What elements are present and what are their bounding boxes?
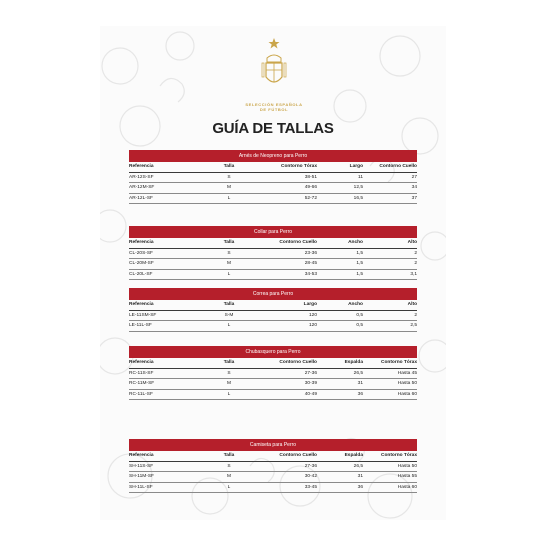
table-cell: 37 [411, 195, 417, 201]
table-row [129, 259, 417, 270]
table-cell: L [227, 195, 231, 201]
table-cell: CL-20S-SF [129, 250, 153, 256]
table-cell: Hasta 45 [397, 370, 417, 376]
table-cell: 30-42 [304, 474, 317, 479]
size-table [129, 288, 417, 332]
table-cell: L [227, 271, 231, 277]
table-header-row [129, 358, 417, 369]
table-cell: 120 [308, 312, 317, 318]
table-cell: RC-11M-SF [129, 381, 155, 386]
table-cell: SH-11S-SF [129, 463, 154, 469]
table-cell: 33-45 [304, 484, 317, 490]
size-table [129, 226, 417, 280]
table-header-row [129, 238, 417, 249]
table-cell: CL-20L-SF [129, 271, 153, 277]
table-cell: 23-36 [304, 250, 317, 256]
table-cell: 1,5 [356, 271, 363, 277]
table-cell: Hasta 50 [397, 381, 417, 386]
table-title-bar: Arnés de Neopreno para Perro [129, 150, 417, 162]
table-cell: 1,5 [356, 250, 363, 256]
table-cell: LE-11L-SF [129, 323, 152, 328]
table-cell: 36 [357, 391, 363, 397]
table-title-bar: Collar para Perro [129, 226, 417, 238]
table-cell: S [227, 463, 231, 469]
table-cell: 36 [357, 484, 363, 490]
table-cell: L [227, 484, 231, 490]
table-cell: 12,5 [353, 185, 363, 190]
table-cell: 26,5 [353, 463, 363, 469]
column-header: Referencia [129, 360, 154, 365]
table-cell: AR-12S-SF [129, 174, 154, 180]
table-cell: 31 [357, 474, 363, 479]
table-cell: 49-66 [304, 185, 317, 190]
size-table [129, 150, 417, 204]
table-cell: 26,5 [353, 370, 363, 376]
table-cell: L [227, 323, 231, 328]
column-header: Ancho [348, 302, 363, 307]
table-cell: 30-39 [304, 381, 317, 386]
table-cell: Hasta 60 [397, 484, 417, 490]
table-cell: 2 [414, 250, 417, 256]
table-cell: 16,5 [353, 195, 363, 201]
table-cell: SH-11L-SF [129, 484, 153, 490]
table-cell: 38-51 [304, 174, 317, 180]
table-cell: 2 [414, 312, 417, 318]
column-header: Ancho [348, 240, 363, 245]
table-title-bar: Chubasquero para Perro [129, 346, 417, 358]
table-cell: S [227, 370, 231, 376]
size-table [129, 439, 417, 493]
table-row [129, 249, 417, 260]
column-header: Talla [223, 240, 235, 245]
table-row [129, 379, 417, 390]
table-cell: S [227, 174, 231, 180]
column-header: Referencia [129, 302, 154, 307]
column-header: Largo [303, 302, 317, 307]
table-cell: 34-53 [304, 271, 317, 277]
table-cell: 52-72 [304, 195, 317, 201]
table-row [129, 390, 417, 401]
column-header: Espalda [344, 453, 363, 458]
table-cell: 27-36 [304, 463, 317, 469]
table-cell: 1,5 [356, 261, 363, 266]
column-header: Talla [223, 360, 235, 365]
table-header-row [129, 162, 417, 173]
table-cell: S [227, 250, 231, 256]
table-cell: 2 [414, 261, 417, 266]
column-header: Contorno Cuello [279, 453, 317, 458]
table-row [129, 194, 417, 205]
crest-caption [220, 102, 328, 112]
column-header: Largo [349, 164, 363, 169]
table-cell: 11 [358, 174, 363, 180]
table-cell: SH-11M-SF [129, 474, 154, 479]
table-cell: M [227, 381, 231, 386]
table-row [129, 369, 417, 380]
table-cell: 3,1 [410, 271, 417, 277]
table-cell: M [227, 261, 231, 266]
table-cell: Hasta 55 [397, 474, 417, 479]
table-row [129, 183, 417, 194]
table-cell: M [227, 474, 231, 479]
column-header: Contorno Tórax [381, 453, 417, 458]
table-cell: Hasta 60 [397, 391, 417, 397]
column-header: Contorno Tórax [281, 164, 317, 169]
table-title-bar: Camiseta para Perro [129, 439, 417, 451]
column-header: Talla [223, 164, 235, 169]
table-cell: AR-12L-SF [129, 195, 153, 201]
column-header: Talla [223, 453, 235, 458]
column-header: Talla [223, 302, 235, 307]
table-cell: RC-11L-SF [129, 391, 153, 397]
table-cell: 31 [357, 381, 363, 386]
table-row [129, 321, 417, 332]
table-cell: 40-49 [304, 391, 317, 397]
column-header: Referencia [129, 453, 154, 458]
table-cell: CL-20M-SF [129, 261, 154, 266]
column-header: Espalda [344, 360, 363, 365]
column-header: Contorno Cuello [279, 360, 317, 365]
table-header-row [129, 300, 417, 311]
table-cell: 0,5 [356, 312, 363, 318]
table-cell: 27 [411, 174, 417, 180]
column-header: Referencia [129, 240, 154, 245]
table-row [129, 483, 417, 494]
table-row [129, 472, 417, 483]
table-cell: 120 [308, 323, 317, 328]
table-cell: Hasta 50 [397, 463, 417, 469]
crest-caption-line1: SELECCIÓN ESPAÑOLA [245, 102, 303, 107]
column-header: Alto [407, 240, 417, 245]
size-table [129, 346, 417, 400]
column-header: Contorno Cuello [279, 240, 317, 245]
table-cell: 28-45 [304, 261, 317, 266]
table-row [129, 173, 417, 184]
table-header-row [129, 451, 417, 462]
crest-caption-line2: DE FÚTBOL [259, 107, 289, 112]
column-header: Referencia [129, 164, 154, 169]
table-title-bar: Correa para Perro [129, 288, 417, 300]
table-cell: L [227, 391, 231, 397]
table-row [129, 270, 417, 281]
table-cell: 0,5 [356, 323, 363, 328]
page-title: GUÍA DE TALLAS [212, 120, 334, 137]
table-cell: LE-11SM-SF [129, 312, 157, 318]
column-header: Contorno Tórax [381, 360, 417, 365]
table-cell: 2,5 [410, 323, 417, 328]
table-row [129, 311, 417, 322]
table-cell: AR-12M-SF [129, 185, 155, 190]
table-cell: 27-36 [304, 370, 317, 376]
size-guide-sheet [100, 26, 446, 520]
table-cell: S-M [224, 312, 234, 318]
table-cell: M [227, 185, 231, 190]
federation-crest-logo [260, 38, 288, 98]
table-row [129, 462, 417, 473]
table-cell: RC-11S-SF [129, 370, 154, 376]
table-cell: 34 [411, 185, 417, 190]
column-header: Alto [407, 302, 417, 307]
column-header: Contorno Cuello [379, 164, 417, 169]
